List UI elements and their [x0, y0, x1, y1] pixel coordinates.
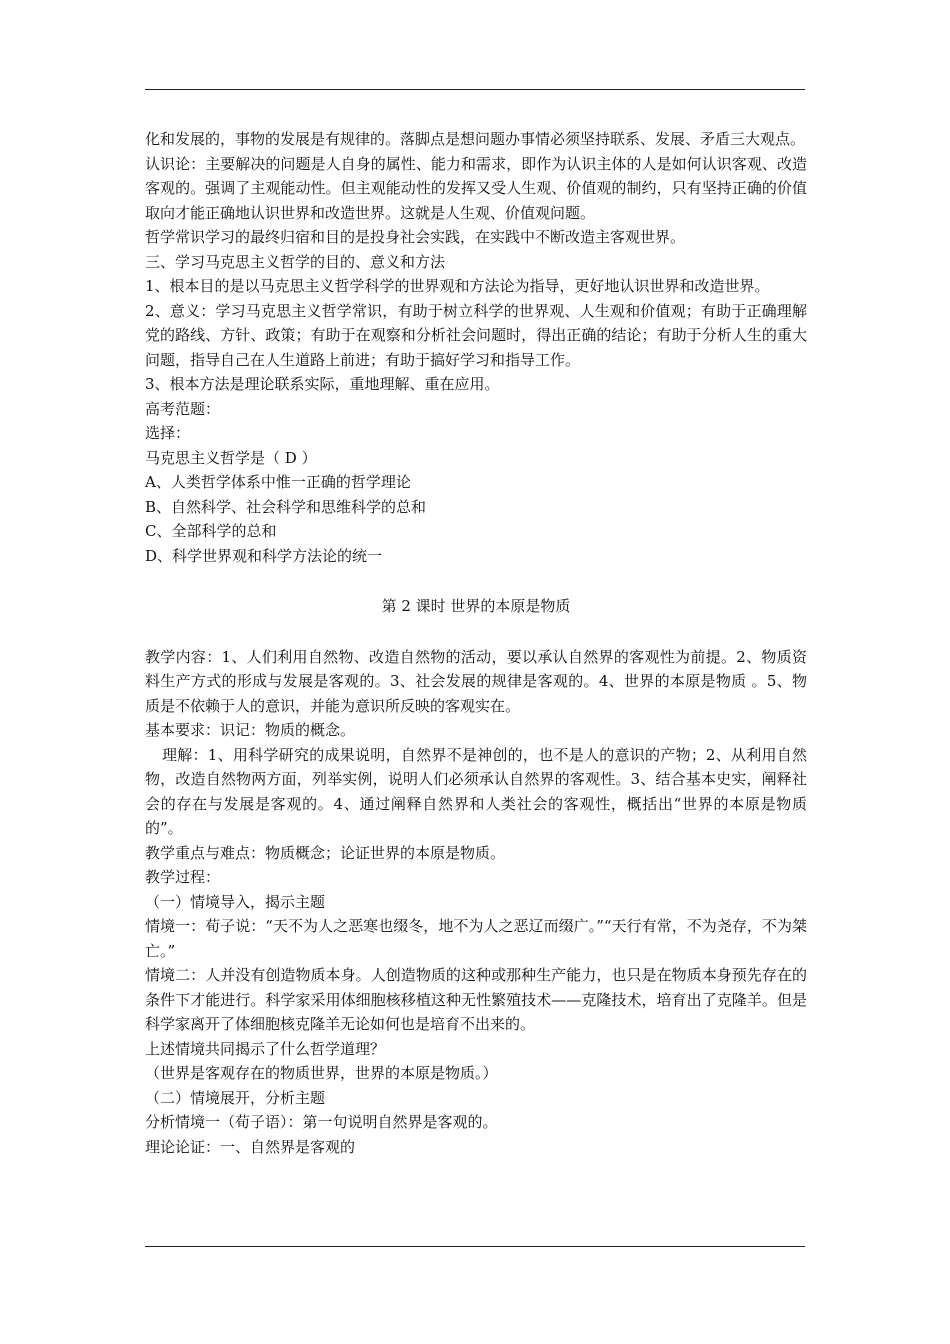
paragraph: 教学过程： [145, 868, 221, 886]
option-b: B、自然科学、社会科学和思维科学的总和 [145, 497, 427, 516]
paragraph: 上述情境共同揭示了什么哲学道理？ [145, 1039, 386, 1058]
paragraph: 3、根本方法是理论联系实际，重地理解、重在应用。 [145, 375, 500, 393]
option-c: C、全部科学的总和 [145, 522, 277, 540]
paragraph: （世界是客观存在的物质世界，世界的本原是物质。） [145, 1064, 498, 1082]
paragraph: 2、意义：学习马克思主义哲学常识，有助于树立科学的世界观、人生观和价值观；有助于正确理解党的路线、方针、政策；有助于在观察和分析社会问题时，得出正确的结论；有助于分析人生的重大问题，指导自己在人生道路上前进；有助于搞好学习和指导工作。 [145, 301, 807, 369]
section-heading: 三、学习马克思主义哲学的目的、意义和方法 [145, 252, 446, 271]
paragraph: 分析情境一（荀子语）：第一句说明自然界是客观的。 [145, 1113, 498, 1131]
paragraph: 1、根本目的是以马克思主义哲学科学的世界观和方法论为指导，更好地认识世界和改造世界。 [145, 277, 770, 295]
option-a: A、人类哲学体系中惟一正确的哲学理论 [145, 473, 411, 491]
paragraph: 理解：1、用科学研究的成果说明，自然界不是神创的，也不是人的意识的产物；2、从利用自然物，改造自然物两方面，列举实例，说明人们必须承认自然界的客观性。3、结合基本史实，阐释社会的存在与发展是客观的。4、通过阐释自然界和人类社会的客观性，概括出“世界的本原是物质的”。 [145, 745, 807, 837]
question-type: 选择： [145, 424, 191, 442]
paragraph: 情境二：人并没有创造物质本身。人创造物质的这种或那种生产能力，也只是在物质本身预先存在的条件下才能进行。科学家采用体细胞核移植这种无性繁殖技术——克隆技术，培育出了克隆羊。但是科学家离开了体细胞核克隆羊无论如何也是培育不出来的。 [145, 966, 807, 1033]
paragraph: 理论论证：一、自然界是客观的 [145, 1137, 356, 1156]
option-d: D、科学世界观和科学方法论的统一 [145, 546, 383, 565]
subheading: （二）情境展开，分析主题 [145, 1088, 326, 1107]
question-stem: 马克思主义哲学是（ D ） [145, 448, 317, 467]
paragraph: 基本要求：识记：物质的概念。 [145, 721, 356, 739]
footer-rule [145, 1246, 805, 1247]
document-body [145, 127, 807, 1159]
lesson-heading: 第 2 课时 世界的本原是物质 [381, 597, 571, 615]
paragraph: 认识论：主要解决的问题是人自身的属性、能力和需求，即作为认识主体的人是如何认识客观、改造客观的。强调了主观能动性。但主观能动性的发挥又受人生观、价值观的制约，只有坚持正确的价值取向才能正确地认识世界和改造世界。这就是人生观、价值观问题。 [145, 154, 807, 222]
paragraph: 情境一：荀子说：“天不为人之恶寒也缀冬，地不为人之恶辽而缀广。”“天行有常，不为尧存，不为桀亡。” [145, 917, 807, 960]
paragraph: 化和发展的，事物的发展是有规律的。落脚点是想问题办事情必须坚持联系、发展、矛盾三大观点。 [145, 130, 806, 148]
paragraph: 教学重点与难点：物质概念；论证世界的本原是物质。 [145, 843, 506, 862]
subheading: （一）情境导入，揭示主题 [145, 892, 326, 911]
exam-label: 高考范题： [145, 399, 221, 418]
header-rule [145, 89, 805, 90]
paragraph: 教学内容：1、人们利用自然物、改造自然物的活动，要以承认自然界的客观性为前提。2、物质资料生产方式的形成与发展是客观的。3、社会发展的规律是客观的。4、世界的本原是物质 。5、物质是不依赖于人的意识，并能为意识所反映的客观实在。 [145, 647, 807, 715]
paragraph: 哲学常识学习的最终归宿和目的是投身社会实践，在实践中不断改造主客观世界。 [145, 228, 686, 246]
